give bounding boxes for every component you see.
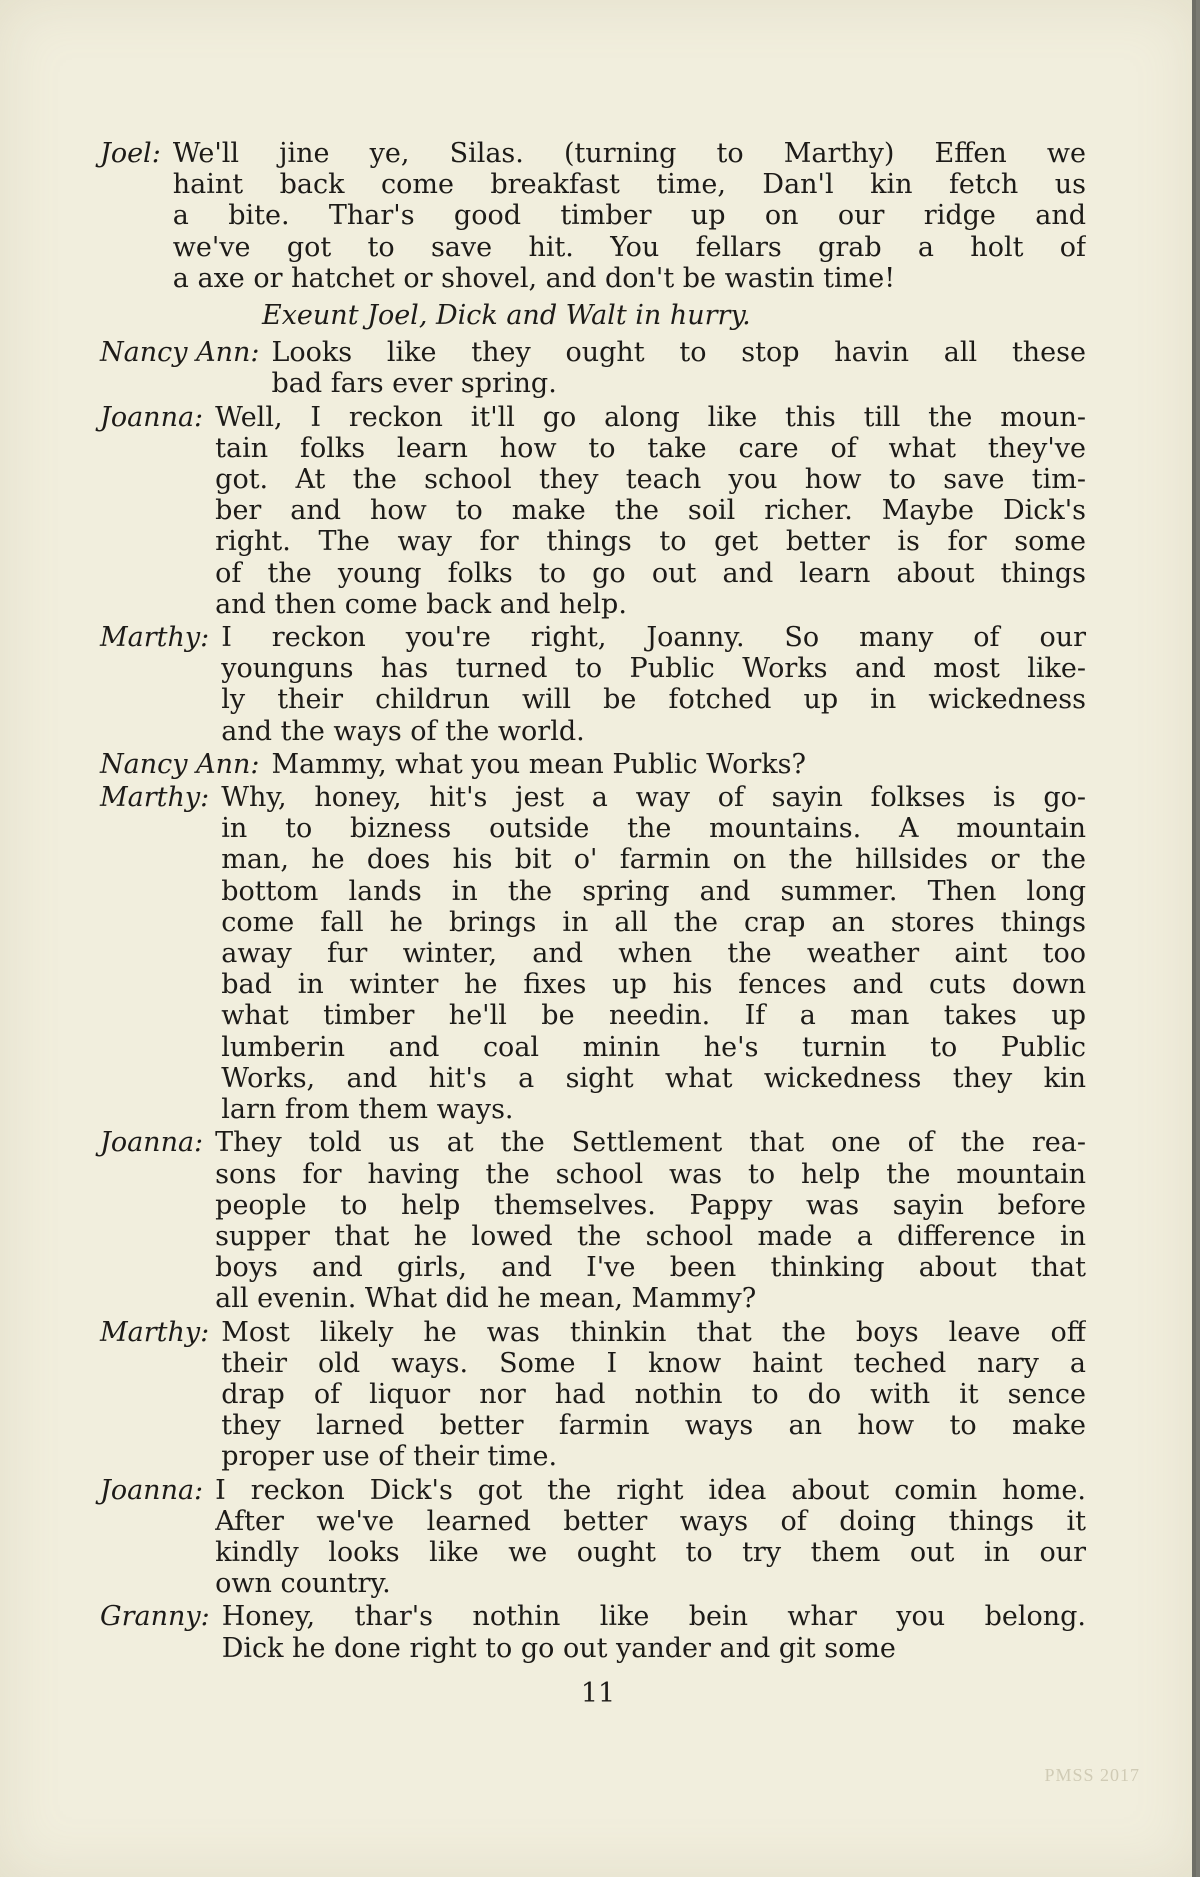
speech-line: I reckon Dick's got the right idea about comin home. [215,1474,1086,1506]
speech-line: all evenin. What did he mean, Mammy? [215,1283,757,1315]
speech-line: Looks like they ought to stop havin all these [271,337,1086,369]
speech-line: come fall he brings in all the crap an stores things [221,906,1086,938]
speech-line: their old ways. Some I know haint teched nary a [221,1347,1086,1379]
speaker-name: Joanna: [100,1474,204,1506]
speech-lines [222,1601,1086,1663]
speech-line: Mammy, what you mean Public Works? [271,748,806,780]
speech-lines [221,1317,1086,1473]
speaker-name: Nancy Ann: [100,337,260,369]
speech-line: Most likely he was thinkin that the boys leave off [221,1316,1086,1348]
speech-line: right. The way for things to get better is for some [215,526,1086,558]
speaker-name: Nancy Ann: [100,748,260,780]
speaker-name: Marthy: [100,622,210,654]
speech-lines [271,337,1086,399]
page-edge [1192,0,1196,1877]
speech-line: They told us at the Settlement that one of the rea- [215,1127,1086,1159]
speech-lines [221,622,1086,747]
speech-line: people to help themselves. Pappy was sayin before [215,1189,1086,1221]
speech-line: they larned better farmin ways an how to make [221,1410,1086,1442]
speech-line: own country. [215,1568,391,1600]
speech-line: drap of liquor nor had nothin to do with it sence [221,1378,1086,1410]
speech-line: of the young folks to go out and learn about things [215,557,1086,589]
speech-line: We'll jine ye, Silas. (turning to Marthy) Effen we [172,138,1086,169]
play-script-text [100,138,1086,1666]
speech-line: tain folks learn how to take care of what they've [215,432,1086,464]
speaker-name: Marthy: [100,782,210,814]
speaker-name: Joanna: [100,1127,204,1159]
speech-line: Dick he done right to go out yander and git some [221,1632,896,1664]
speech-line: a axe or hatchet or shovel, and don't be wastin time! [172,262,896,294]
speech-line: we've got to save hit. You fellars grab a holt of [172,231,1086,263]
speech-line: ly their childrun will be fotched up in wickedness [221,684,1086,716]
speaker-name: Granny: [100,1601,210,1633]
speech-block [100,1127,1086,1314]
stage-direction: Exeunt Joel, Dick and Walt in hurry. [262,300,751,332]
speech-block [100,782,1086,1125]
speech-lines [221,782,1086,1125]
speech-lines [215,1127,1086,1314]
speech-line: and the ways of the world. [221,715,585,747]
speech-line: ber and how to make the soil richer. Maybe Dick's [215,495,1086,527]
speech-line: Honey, thar's nothin like bein whar you belong. [221,1601,1086,1633]
speech-line: in to bizness outside the mountains. A mountain [221,813,1086,845]
speech-line: lumberin and coal minin he's turnin to Public [221,1031,1086,1063]
speaker-name: Marthy: [100,1316,210,1348]
speech-line: bad in winter he fixes up his fences and cuts down [221,969,1086,1001]
speech-line: got. At the school they teach you how to save tim- [215,464,1086,496]
speech-line: proper use of their time. [221,1441,558,1473]
speech-lines [173,138,1086,294]
speech-line: a bite. Thar's good timber up on our ridge and [172,200,1086,232]
speech-line: younguns has turned to Public Works and most like- [221,653,1086,685]
speech-block [100,1475,1086,1600]
speech-line: supper that he lowed the school made a difference in [215,1220,1086,1252]
speech-block [100,1601,1086,1663]
speaker-name: Joanna: [100,401,204,433]
speech-line: larn from them ways. [221,1094,514,1126]
archive-watermark: PMSS 2017 [1044,1765,1140,1785]
speech-line: Well, I reckon it'll go along like this till the moun- [215,401,1086,433]
speech-block [100,1317,1086,1473]
page-number: 11 [580,1678,616,1709]
speech-line: boys and girls, and I've been thinking about that [215,1252,1086,1284]
speaker-name: Joel: [100,138,161,169]
speech-block [100,749,1086,780]
speech-block [100,622,1086,747]
speech-lines [215,402,1086,620]
speech-line: kindly looks like we ought to try them out in our [215,1536,1086,1568]
speech-block [100,402,1086,620]
speech-line: what timber he'll be needin. If a man takes up [221,1000,1086,1032]
speech-line: bad fars ever spring. [271,368,557,400]
speech-line: man, he does his bit o' farmin on the hillsides or the [221,844,1086,876]
speech-line: After we've learned better ways of doing things it [215,1505,1086,1537]
speech-line: I reckon you're right, Joanny. So many of our [221,622,1086,654]
speech-line: Works, and hit's a sight what wickedness they kin [221,1062,1086,1094]
speech-block [100,138,1086,294]
speech-block [100,337,1086,399]
speech-line: and then come back and help. [215,588,627,620]
speech-line: sons for having the school was to help the mountain [215,1158,1086,1190]
speech-lines [271,749,1086,780]
speech-line: bottom lands in the spring and summer. Then long [221,875,1086,907]
speech-line: Why, honey, hit's jest a way of sayin folkses is go- [221,782,1086,814]
speech-lines [215,1475,1086,1600]
speech-line: away fur winter, and when the weather aint too [221,938,1086,970]
speech-line: haint back come breakfast time, Dan'l kin fetch us [172,169,1086,201]
